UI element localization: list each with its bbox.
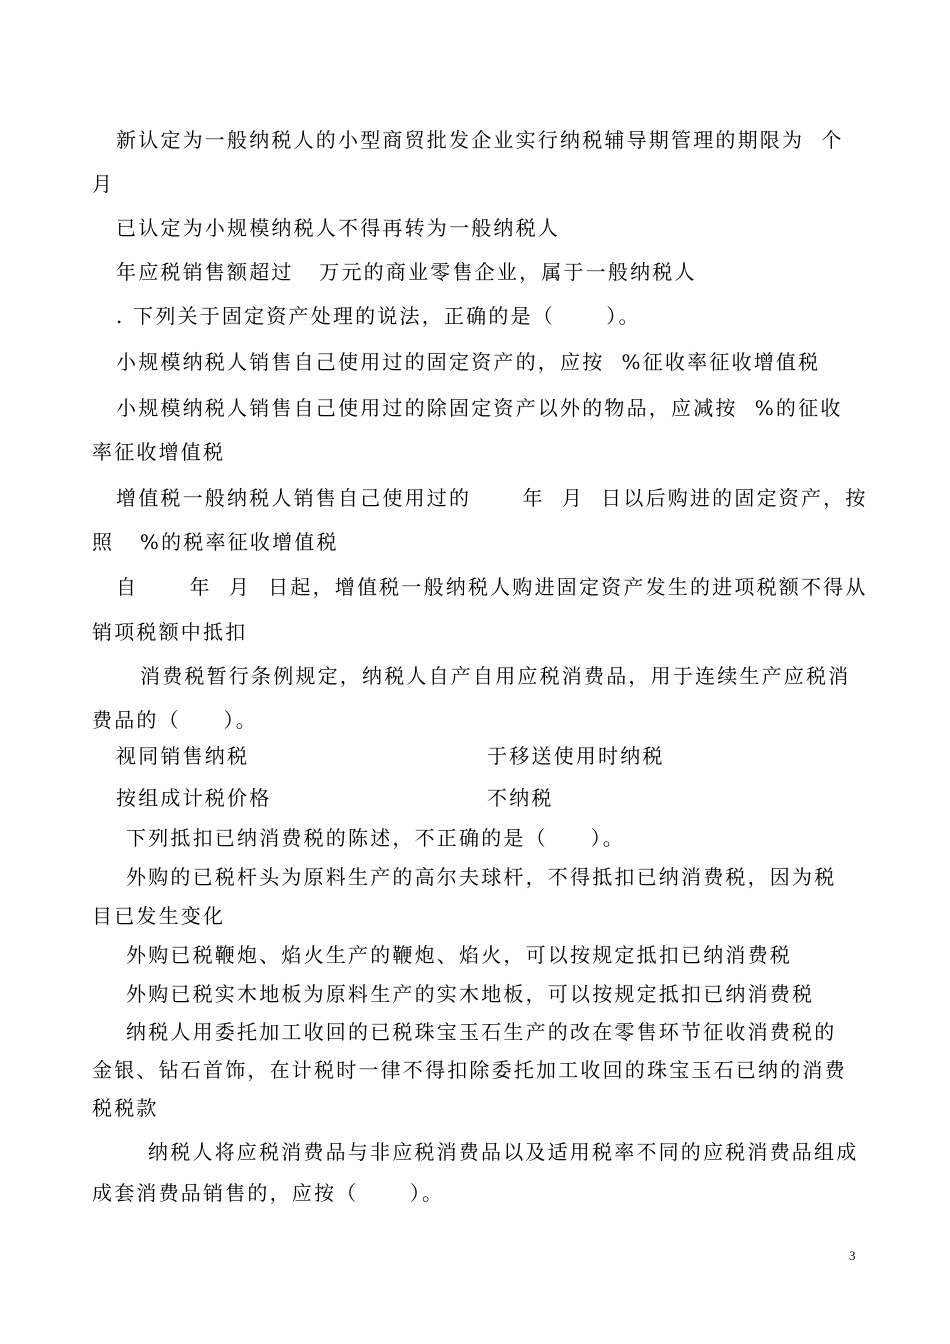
text-line: 消费税暂行条例规定，纳税人自产自用应税消费品，用于连续生产应税消 [140, 664, 851, 688]
text-line: 纳税人用委托加工收回的已税珠宝玉石生产的改在零售环节征收消费税的 [126, 1020, 837, 1044]
text-line: 小规模纳税人销售自己使用过的除固定资产以外的物品，应减按 %的征收 [116, 396, 843, 420]
text-line: 销项税额中抵扣 [92, 620, 248, 644]
text-line: 下列抵扣已纳消费税的陈述，不正确的是（ ）。 [126, 826, 625, 850]
option-a: 视同销售纳税 [116, 744, 250, 768]
option-b: 于移送使用时纳税 [487, 744, 665, 768]
option-c: 按组成计税价格 [116, 786, 272, 810]
text-line: 自 年 月 日起，增值税一般纳税人购进固定资产发生的进项税额不得从 [116, 575, 868, 599]
text-line: 增值税一般纳税人销售自己使用过的 年 月 日以后购进的固定资产，按 [116, 486, 868, 510]
text-line: 纳税人将应税消费品与非应税消费品以及适用税率不同的应税消费品组成 [148, 1140, 859, 1164]
text-line: 照 %的税率征收增值税 [92, 530, 339, 554]
text-line: 外购的已税杆头为原料生产的高尔夫球杆，不得抵扣已纳消费税，因为税 [126, 865, 837, 889]
text-line: 小规模纳税人销售自己使用过的固定资产的，应按 %征收率征收增值税 [116, 350, 821, 374]
page-number: 3 [849, 1248, 856, 1263]
text-line: 已认定为小规模纳税人不得再转为一般纳税人 [116, 216, 560, 240]
text-line: . 下列关于固定资产处理的说法，正确的是（ ）。 [116, 304, 641, 328]
text-line: 税税款 [92, 1096, 159, 1120]
text-line: 年应税销售额超过 万元的商业零售企业，属于一般纳税人 [116, 260, 697, 284]
text-line: 月 [92, 172, 115, 196]
text-line: 外购已税鞭炮、焰火生产的鞭炮、焰火，可以按规定抵扣已纳消费税 [126, 943, 792, 967]
text-line: 外购已税实木地板为原料生产的实木地板，可以按规定抵扣已纳消费税 [126, 982, 815, 1006]
text-line: 费品的（ ）。 [92, 708, 258, 732]
option-d: 不纳税 [487, 786, 554, 810]
text-line: 新认定为一般纳税人的小型商贸批发企业实行纳税辅导期管理的期限为 个 [116, 128, 844, 152]
text-line: 金银、钻石首饰，在计税时一律不得扣除委托加工收回的珠宝玉石已纳的消费 [92, 1058, 847, 1082]
text-line: 成套消费品销售的，应按（ ）。 [92, 1181, 445, 1205]
text-line: 率征收增值税 [92, 440, 226, 464]
text-line: 目已发生变化 [92, 904, 226, 928]
